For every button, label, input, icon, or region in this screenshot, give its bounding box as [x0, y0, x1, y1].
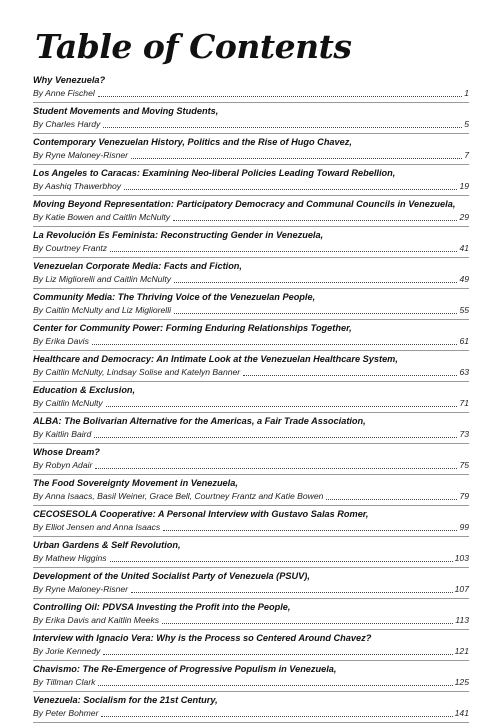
entry-page-number: 41: [459, 243, 469, 253]
entry-title: Controlling Oil: PDVSA Investing the Profit into the People,: [33, 602, 291, 612]
entry-title: Community Media: The Thriving Voice of the Venezuelan People,: [33, 292, 316, 302]
entry-page-number: 7: [464, 150, 469, 160]
dot-leader: [92, 344, 458, 345]
entry-author-line: [33, 614, 469, 627]
entry-page-number: 63: [459, 367, 469, 377]
entry-page-number: 125: [454, 677, 469, 687]
dot-leader: [98, 685, 452, 686]
entry-page-number: 49: [459, 274, 469, 284]
entry-page-number: 141: [454, 708, 469, 718]
entry-author: By Charles Hardy: [33, 119, 101, 129]
toc-entry: [33, 599, 469, 630]
entry-author-line: [33, 707, 469, 720]
entry-author: By Mathew Higgins: [33, 553, 107, 563]
entry-author: By Tillman Clark: [33, 677, 96, 687]
entry-author: By Anna Isaacs, Basil Weiner, Grace Bell, Courtney Frantz and Katie Bowen: [33, 491, 324, 501]
entry-title: Student Movements and Moving Students,: [33, 106, 219, 116]
entry-page-number: 79: [459, 491, 469, 501]
entry-author: By Jorie Kennedy: [33, 646, 101, 656]
entry-page-number: 103: [454, 553, 469, 563]
entry-author: By Katie Bowen and Caitlin McNulty: [33, 212, 171, 222]
entry-title: Venezuelan Corporate Media: Facts and Fiction,: [33, 261, 242, 271]
toc-page: [33, 0, 469, 723]
dot-leader: [131, 592, 453, 593]
toc-entry: [33, 506, 469, 537]
dot-leader: [106, 406, 458, 407]
entry-author-line: [33, 180, 469, 193]
dot-leader: [173, 220, 457, 221]
entry-author-line: [33, 304, 469, 317]
toc-entry: [33, 475, 469, 506]
entry-author: By Anne Fischel: [33, 88, 95, 98]
entry-title: ALBA: The Bolivarian Alternative for the Americas, a Fair Trade Association,: [33, 416, 366, 426]
entry-author-line: [33, 552, 469, 565]
entry-author-line: [33, 366, 469, 379]
entry-page-number: 5: [464, 119, 469, 129]
entry-page-number: 75: [459, 460, 469, 470]
dot-leader: [174, 282, 457, 283]
entry-author: By Robyn Adair: [33, 460, 93, 470]
entry-author-line: [33, 583, 469, 596]
toc-entry: [33, 351, 469, 382]
entry-page-number: 113: [455, 615, 469, 625]
entry-page-number: 99: [459, 522, 469, 532]
entry-author-line: [33, 459, 469, 472]
toc-entry: [33, 165, 469, 196]
entry-author-line: [33, 645, 469, 658]
entry-title: CECOSESOLA Cooperative: A Personal Interview with Gustavo Salas Romer,: [33, 509, 369, 519]
dot-leader: [326, 499, 457, 500]
entry-author: By Courtney Frantz: [33, 243, 108, 253]
entry-title: Whose Dream?: [33, 447, 100, 457]
entry-author-line: [33, 490, 469, 503]
entry-author-line: [33, 211, 469, 224]
entry-author: By Erika Davis and Kaitlin Meeks: [33, 615, 160, 625]
dot-leader: [101, 716, 452, 717]
entry-page-number: 61: [459, 336, 469, 346]
toc-entry: [33, 568, 469, 599]
dot-leader: [174, 313, 457, 314]
entry-page-number: 121: [454, 646, 469, 656]
toc-entry: [33, 289, 469, 320]
entry-author: By Ryne Maloney-Risner: [33, 584, 129, 594]
entry-title: Moving Beyond Representation: Participatory Democracy and Communal Councils in Venezuela,: [33, 199, 456, 209]
toc-entry: [33, 227, 469, 258]
entry-title: La Revolución Es Feminista: Reconstructing Gender in Venezuela,: [33, 230, 324, 240]
toc-entry: [33, 258, 469, 289]
entry-author-line: [33, 397, 469, 410]
entry-page-number: 107: [454, 584, 469, 594]
entry-author: By Elliot Jensen and Anna Isaacs: [33, 522, 161, 532]
entry-author-line: [33, 118, 469, 131]
entry-page-number: 29: [459, 212, 469, 222]
entry-title: Why Venezuela?: [33, 75, 106, 85]
dot-leader: [98, 96, 462, 97]
entry-author-line: [33, 273, 469, 286]
toc-entry: [33, 444, 469, 475]
entry-title: Contemporary Venezuelan History, Politics and the Rise of Hugo Chavez,: [33, 137, 352, 147]
entry-author-line: [33, 242, 469, 255]
entry-author: By Peter Bohmer: [33, 708, 99, 718]
dot-leader: [110, 561, 453, 562]
toc-entry: [33, 72, 469, 103]
entry-title: Venezuela: Socialism for the 21st Century,: [33, 695, 218, 705]
toc-entry: [33, 320, 469, 351]
dot-leader: [95, 468, 457, 469]
entry-author: By Aashiq Thawerbhoy: [33, 181, 122, 191]
entry-author: By Caitlin McNulty and Liz Migliorelli: [33, 305, 172, 315]
entry-title: Urban Gardens & Self Revolution,: [33, 540, 181, 550]
dot-leader: [103, 127, 462, 128]
entry-author-line: [33, 149, 469, 162]
entry-page-number: 1: [464, 88, 469, 98]
entry-author-line: [33, 676, 469, 689]
entry-title: The Food Sovereignty Movement in Venezuela,: [33, 478, 238, 488]
toc-entry: [33, 692, 469, 723]
toc-entry: [33, 134, 469, 165]
entry-page-number: 55: [459, 305, 469, 315]
toc-entry: [33, 537, 469, 568]
entry-author: By Kaitlin Baird: [33, 429, 92, 439]
entry-title: Interview with Ignacio Vera: Why is the Process so Centered Around Chavez?: [33, 633, 372, 643]
entry-page-number: 19: [459, 181, 469, 191]
entry-author-line: [33, 521, 469, 534]
page-title: Table of Contents: [35, 27, 352, 66]
entry-author: By Caitlin McNulty, Lindsay Solise and Katelyn Banner: [33, 367, 241, 377]
dot-leader: [103, 654, 452, 655]
entry-title: Development of the United Socialist Party of Venezuela (PSUV),: [33, 571, 310, 581]
entry-author-line: [33, 428, 469, 441]
entry-title: Los Angeles to Caracas: Examining Neo-liberal Policies Leading Toward Rebellion,: [33, 168, 396, 178]
entry-author: By Caitlin McNulty: [33, 398, 103, 408]
entry-author: By Liz Migliorelli and Caitlin McNulty: [33, 274, 172, 284]
dot-leader: [124, 189, 457, 190]
toc-entry: [33, 413, 469, 444]
entry-title: Center for Community Power: Forming Enduring Relationships Together,: [33, 323, 352, 333]
entry-author-line: [33, 335, 469, 348]
toc-entry: [33, 630, 469, 661]
entry-author-line: [33, 87, 469, 100]
dot-leader: [131, 158, 462, 159]
toc-entry: [33, 196, 469, 227]
table-of-contents: [33, 72, 469, 723]
dot-leader: [110, 251, 457, 252]
entry-author: By Erika Davis: [33, 336, 89, 346]
dot-leader: [163, 530, 457, 531]
entry-page-number: 71: [459, 398, 469, 408]
toc-entry: [33, 661, 469, 692]
toc-entry: [33, 103, 469, 134]
dot-leader: [162, 623, 453, 624]
entry-page-number: 73: [459, 429, 469, 439]
entry-author: By Ryne Maloney-Risner: [33, 150, 129, 160]
entry-title: Education & Exclusion,: [33, 385, 136, 395]
toc-entry: [33, 382, 469, 413]
dot-leader: [243, 375, 457, 376]
dot-leader: [94, 437, 457, 438]
entry-title: Healthcare and Democracy: An Intimate Look at the Venezuelan Healthcare System,: [33, 354, 398, 364]
entry-title: Chavismo: The Re-Emergence of Progressive Populism in Venezuela,: [33, 664, 337, 674]
